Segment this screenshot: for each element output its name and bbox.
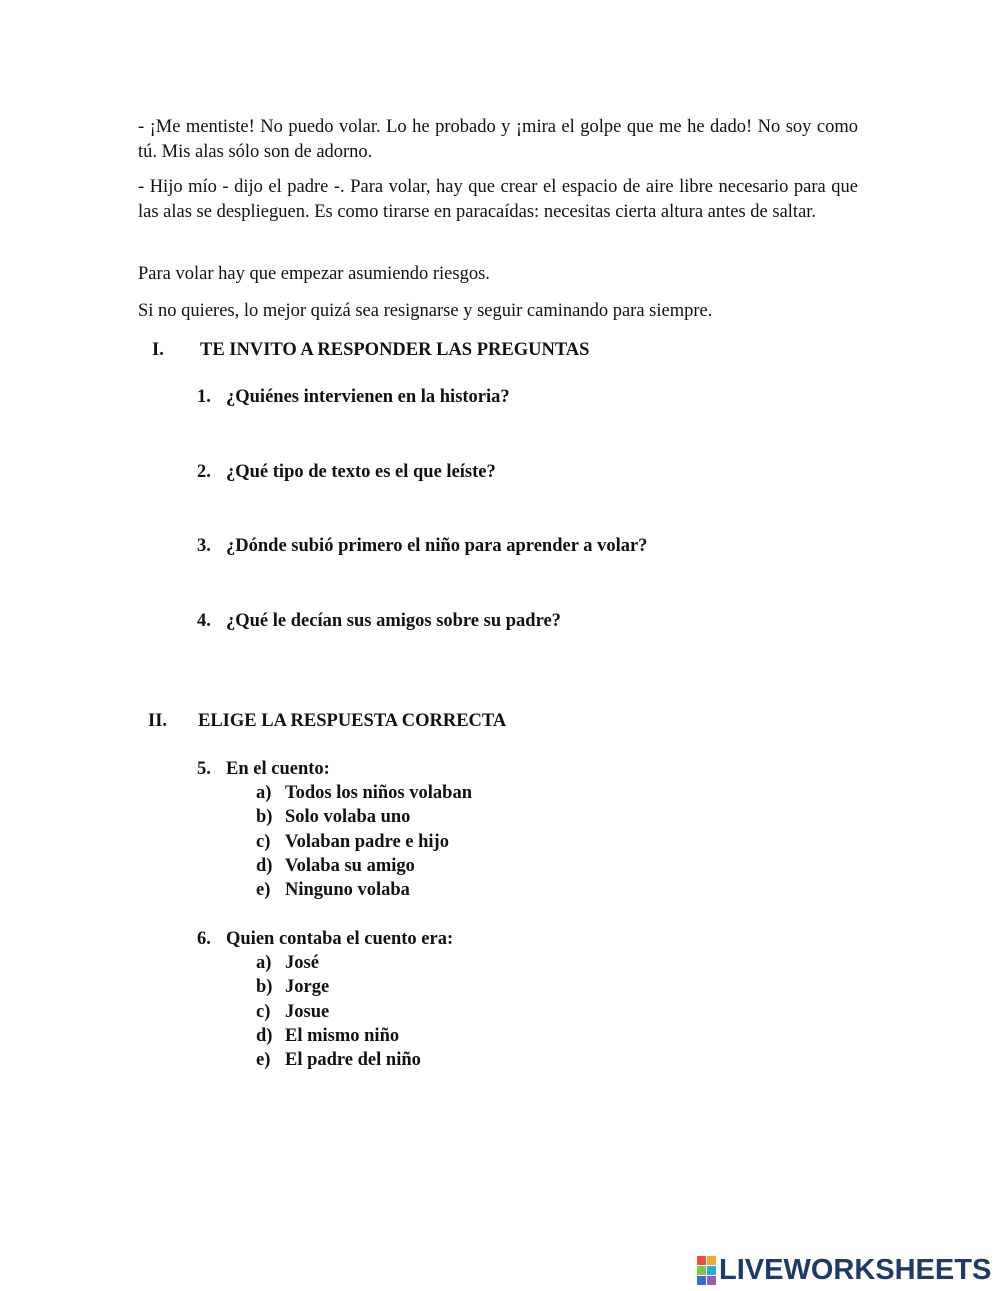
option-letter: b) (256, 977, 273, 998)
option-letter: a) (256, 783, 272, 803)
option-letter: c) (256, 1001, 271, 1022)
option-b[interactable] (256, 805, 472, 829)
question-1 (197, 385, 510, 409)
option-a[interactable] (256, 951, 421, 975)
section-2-numeral: II. (148, 711, 168, 731)
logo-block (697, 1276, 706, 1285)
logo-block (707, 1276, 716, 1285)
reading-paragraph-2: - Hijo mío - dijo el padre -. Para volar, hay que crear el espacio de aire libre necesario para que las alas se desplieguen. Es como tirarse en paracaídas: necesitas cierta altura antes de saltar. (138, 177, 858, 222)
option-letter: e) (256, 1050, 271, 1071)
question-5-options (256, 781, 472, 902)
option-letter: c) (256, 831, 271, 852)
question-6 (197, 927, 453, 951)
question-number: 5. (197, 759, 211, 779)
option-c[interactable] (256, 830, 472, 854)
reading-paragraph-3: Para volar hay que empezar asumiendo riesgos. (138, 264, 490, 284)
option-text: Solo volaba uno (285, 807, 411, 828)
logo-text: LIVEWORKSHEETS (719, 1254, 992, 1286)
logo-block (707, 1266, 716, 1275)
option-text: El mismo niño (285, 1025, 400, 1046)
section-1-numeral: I. (152, 340, 164, 360)
option-e[interactable] (256, 878, 472, 902)
logo-block (707, 1256, 716, 1265)
logo-blocks-icon (697, 1256, 716, 1285)
option-text: Volaba su amigo (285, 855, 415, 876)
option-text: El padre del niño (285, 1050, 421, 1071)
question-number: 3. (197, 536, 211, 556)
option-a[interactable] (256, 781, 472, 805)
reading-paragraph-4: Si no quieres, lo mejor quizá sea resignarse y seguir caminando para siempre. (138, 301, 713, 321)
reading-paragraph-1: - ¡Me mentiste! No puedo volar. Lo he probado y ¡mira el golpe que me he dado! No soy como tú. Mis alas sólo son de adorno. (138, 117, 858, 162)
option-letter: b) (256, 807, 273, 828)
question-4 (197, 609, 561, 633)
question-3 (197, 534, 647, 558)
option-text: Ninguno volaba (285, 880, 410, 901)
question-number: 6. (197, 929, 211, 949)
question-number: 4. (197, 611, 211, 631)
liveworksheets-logo (697, 1255, 991, 1285)
question-number: 1. (197, 387, 211, 407)
option-c[interactable] (256, 1000, 421, 1024)
option-text: Josue (285, 1001, 330, 1022)
question-5 (197, 757, 330, 781)
question-6-options (256, 951, 421, 1072)
option-letter: d) (256, 855, 273, 876)
question-text: ¿Qué tipo de texto es el que leíste? (226, 462, 496, 482)
question-text: ¿Qué le decían sus amigos sobre su padre? (226, 611, 561, 631)
section-2-title: ELIGE LA RESPUESTA CORRECTA (198, 711, 507, 731)
logo-block (697, 1266, 706, 1275)
option-text: Todos los niños volaban (285, 783, 472, 803)
option-letter: a) (256, 953, 272, 973)
question-text: ¿Quiénes intervienen en la historia? (226, 387, 510, 407)
option-text: Jorge (285, 977, 330, 998)
option-text: Volaban padre e hijo (285, 831, 449, 852)
option-b[interactable] (256, 975, 421, 999)
option-d[interactable] (256, 854, 472, 878)
option-letter: d) (256, 1025, 273, 1046)
question-text: Quien contaba el cuento era: (226, 929, 454, 949)
option-e[interactable] (256, 1048, 421, 1072)
section-1-title: TE INVITO A RESPONDER LAS PREGUNTAS (200, 340, 590, 360)
question-text: En el cuento: (226, 759, 330, 779)
logo-block (697, 1256, 706, 1265)
question-text: ¿Dónde subió primero el niño para aprender a volar? (226, 536, 648, 556)
option-text: José (285, 953, 319, 973)
question-2 (197, 460, 496, 484)
question-number: 2. (197, 462, 211, 482)
option-d[interactable] (256, 1024, 421, 1048)
option-letter: e) (256, 880, 271, 901)
